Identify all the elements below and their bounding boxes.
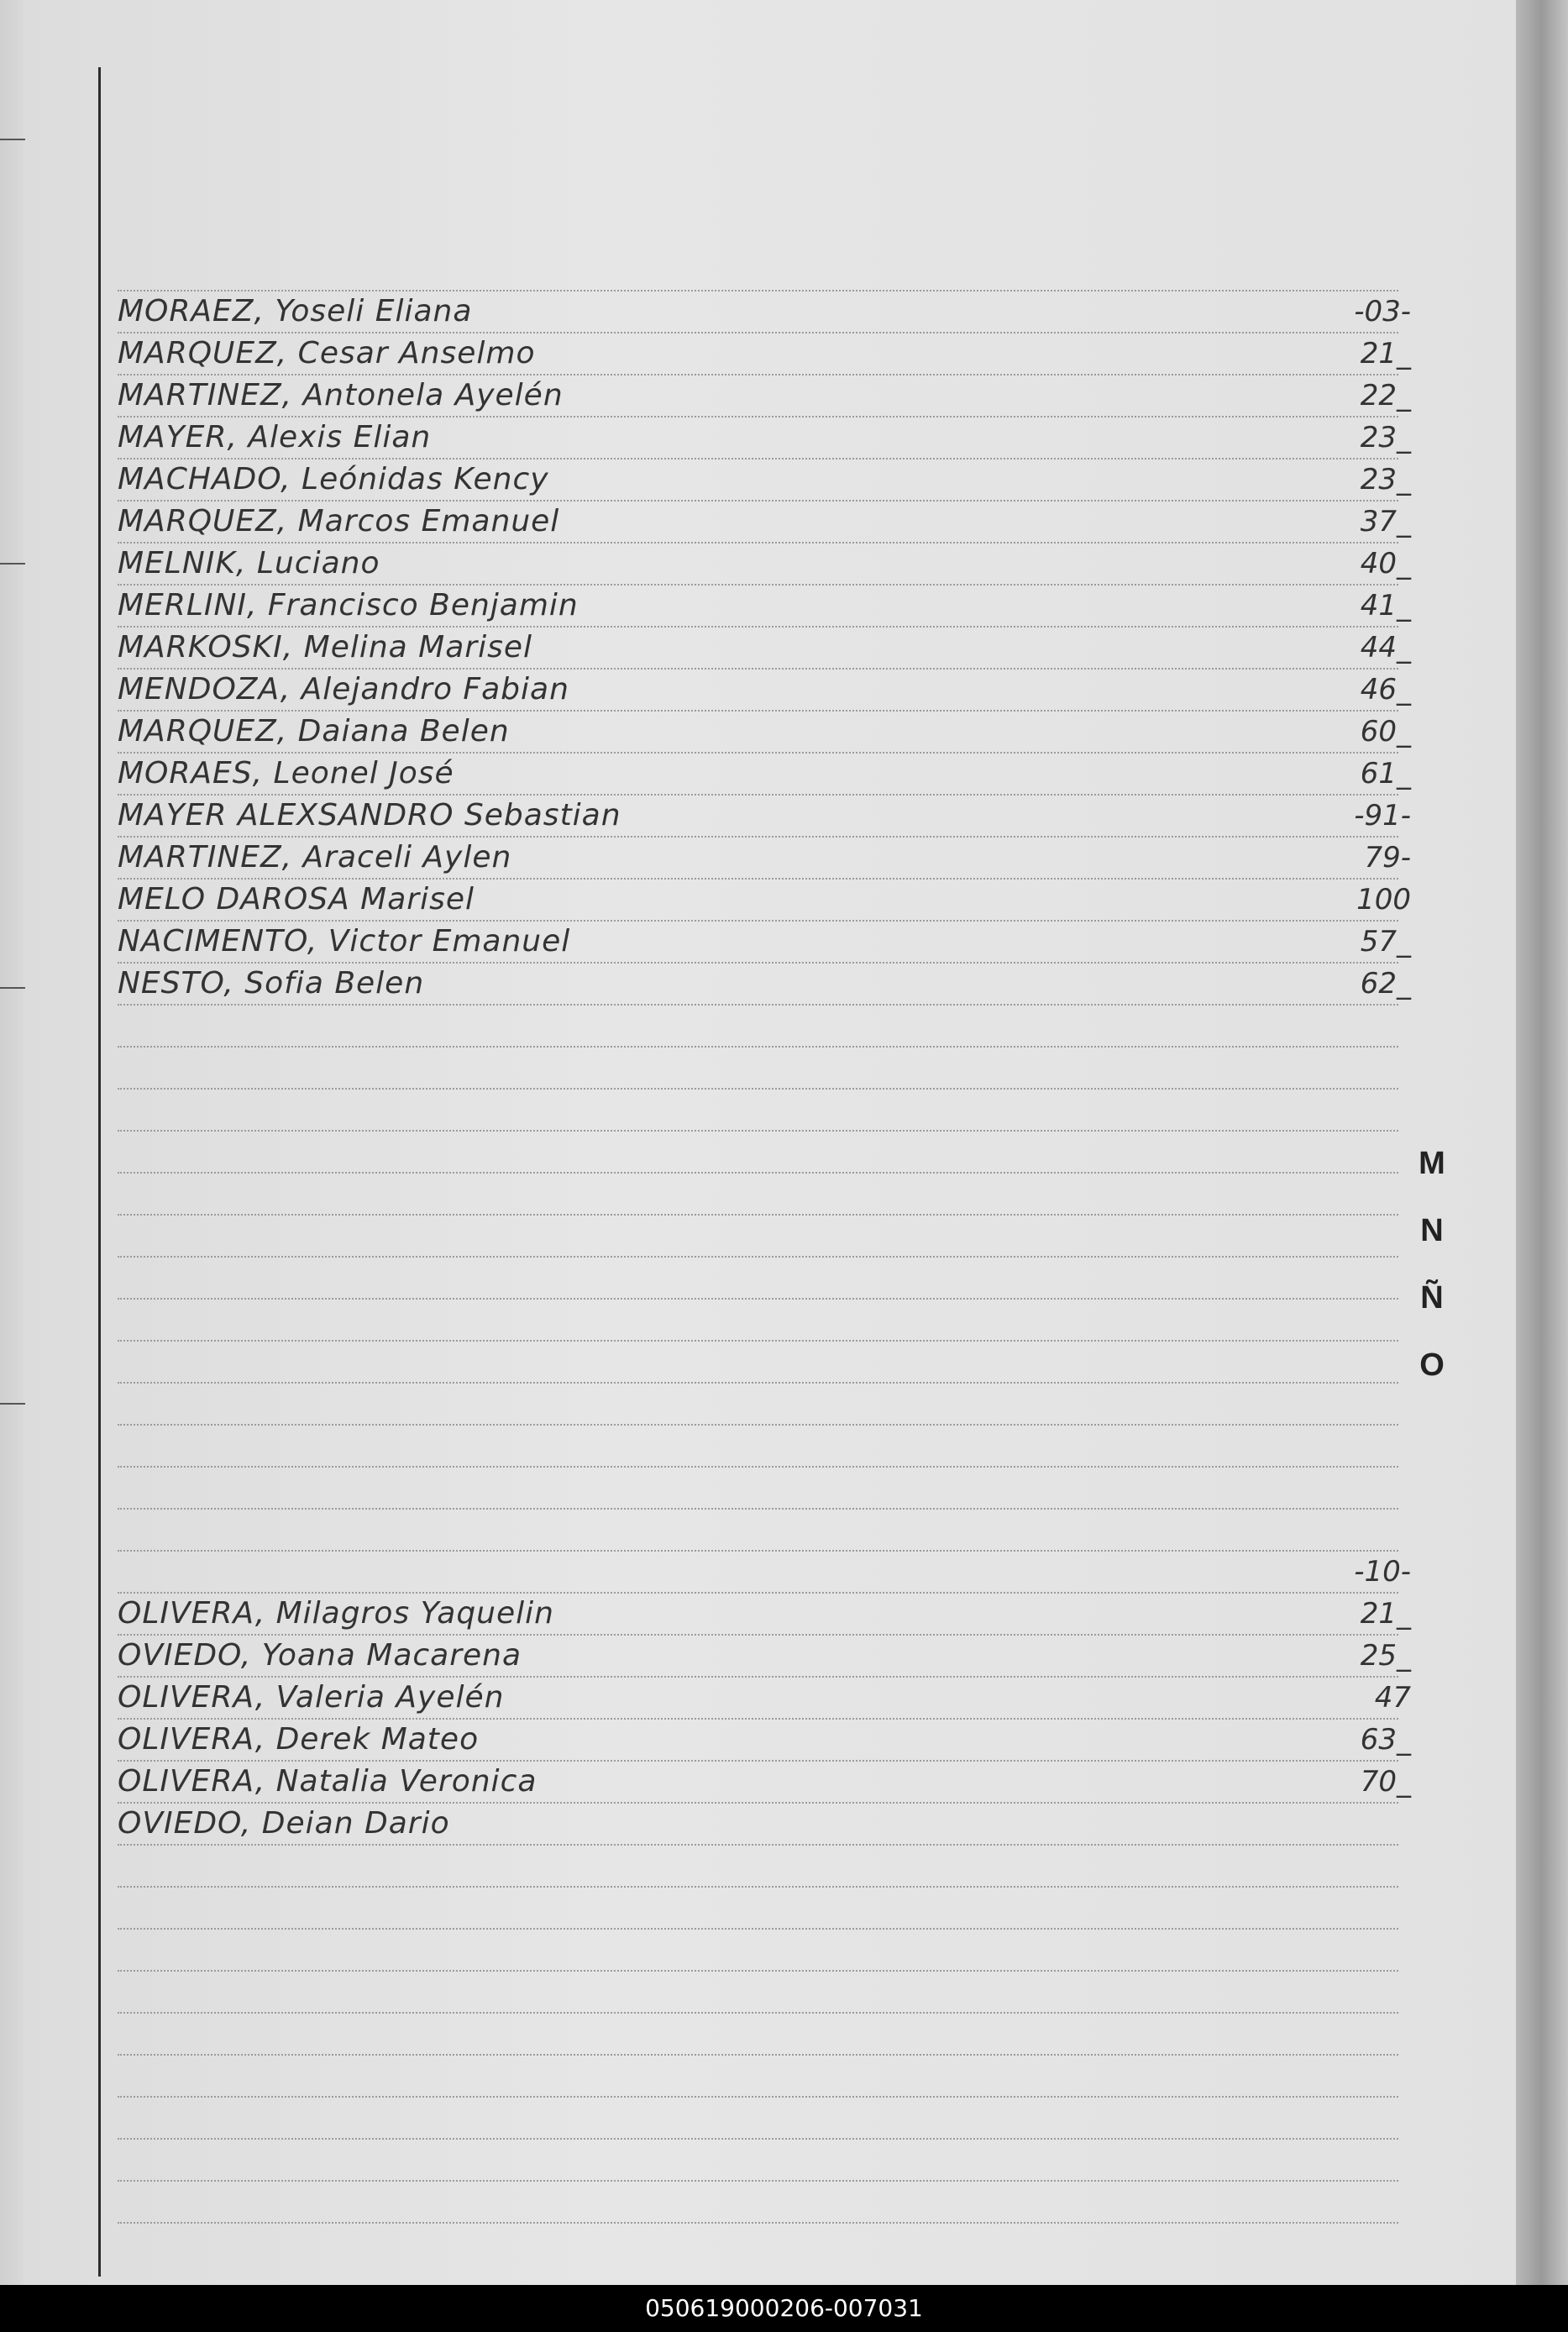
entry-number: 21_ [1360, 337, 1411, 370]
binding-tick [0, 139, 25, 140]
entry-name: OVIEDO, Yoana Macarena [118, 1638, 522, 1673]
index-letter-o: O [1419, 1347, 1445, 1383]
entry-name: MARQUEZ, Marcos Emanuel [118, 504, 560, 538]
page-edge [1516, 0, 1568, 2285]
list-item [118, 500, 1411, 542]
entry-number: 22_ [1360, 379, 1411, 412]
entry-number: 61_ [1360, 757, 1411, 790]
ruled-line [118, 1928, 1398, 1930]
entry-name: NESTO, Sofia Belen [118, 966, 425, 1001]
entry-number: 62_ [1360, 967, 1411, 1001]
ruled-line [118, 1130, 1398, 1132]
list-item [118, 416, 1411, 458]
entry-name: MARQUEZ, Cesar Anselmo [118, 336, 536, 370]
entry-name: OLIVERA, Natalia Veronica [118, 1764, 538, 1799]
ruled-line [118, 1466, 1398, 1468]
entry-name: MERLINI, Francisco Benjamin [118, 588, 579, 622]
entry-number: 70_ [1360, 1765, 1411, 1799]
entry-number: 100 [1356, 883, 1411, 917]
list-item [118, 878, 1411, 920]
entry-name: OVIEDO, Deian Dario [118, 1806, 450, 1841]
ruled-line [118, 1886, 1398, 1888]
entry-name: OLIVERA, Derek Mateo [118, 1722, 480, 1757]
entry-number: 23_ [1360, 463, 1411, 496]
ruled-line [118, 2054, 1398, 2056]
entry-name: MENDOZA, Alejandro Fabian [118, 672, 569, 706]
entry-name: MARQUEZ, Daiana Belen [118, 714, 510, 748]
entry-name: OLIVERA, Milagros Yaquelin [118, 1596, 554, 1631]
ruled-line [118, 2180, 1398, 2182]
entry-number: 79- [1364, 841, 1411, 874]
list-item [118, 710, 1411, 752]
ruled-line [118, 1844, 1398, 1846]
ruled-line [118, 1424, 1398, 1426]
entry-name: NACIMENTO, Victor Emanuel [118, 924, 571, 959]
ruled-line [118, 1256, 1398, 1258]
entry-number: -91- [1354, 799, 1411, 832]
binding-tick [0, 1403, 25, 1405]
index-letter-n: N [1420, 1213, 1444, 1248]
ruled-line [118, 1004, 1398, 1006]
list-item [118, 962, 1411, 1004]
ruled-line [118, 1508, 1398, 1510]
ruled-line [118, 2138, 1398, 2140]
list-item [118, 752, 1411, 794]
entry-name: MELNIK, Luciano [118, 546, 380, 580]
entry-name: MAYER, Alexis Elian [118, 420, 432, 454]
list-item [118, 626, 1411, 668]
entry-number: 40_ [1360, 547, 1411, 580]
entry-number: 63_ [1360, 1723, 1411, 1757]
list-item [118, 1760, 1411, 1802]
ruled-line [118, 1298, 1398, 1300]
ruled-line [118, 2096, 1398, 2098]
entry-number: 41_ [1360, 589, 1411, 622]
ruled-line [118, 1172, 1398, 1174]
list-item [118, 836, 1411, 878]
list-item [118, 458, 1411, 500]
index-letters [1411, 1130, 1453, 1399]
entry-number: 46_ [1360, 673, 1411, 706]
list-item [118, 1718, 1411, 1760]
ruled-line [118, 2012, 1398, 2014]
list-item [118, 374, 1411, 416]
entry-name: MORAEZ, Yoseli Eliana [118, 294, 473, 328]
entry-number: 57_ [1360, 925, 1411, 959]
ruled-line [118, 1214, 1398, 1216]
list-item [118, 1802, 1411, 1844]
entry-number: 44_ [1360, 631, 1411, 664]
list-item [118, 668, 1411, 710]
list-item [118, 584, 1411, 626]
binding-tick [0, 563, 25, 565]
list-item [118, 290, 1411, 332]
entry-name: MARTINEZ, Araceli Aylen [118, 840, 512, 874]
index-letter-enye: Ñ [1420, 1280, 1444, 1316]
page-binding [0, 0, 24, 2285]
entry-name: MAYER ALEXSANDRO Sebastian [118, 798, 621, 832]
entry-number: -03- [1354, 295, 1411, 328]
scan-footer-code: 050619000206-007031 [0, 2285, 1568, 2332]
ruled-line [118, 1046, 1398, 1048]
ruled-line [118, 1340, 1398, 1342]
entry-number: -10- [1354, 1555, 1411, 1589]
entry-number: 23_ [1360, 421, 1411, 454]
entry-number: 37_ [1360, 505, 1411, 538]
entry-name: MELO DAROSA Marisel [118, 882, 475, 917]
entry-number: 25_ [1360, 1639, 1411, 1673]
entry-name: MORAES, Leonel José [118, 756, 454, 790]
margin-line [98, 67, 101, 2277]
index-letter-m: M [1419, 1146, 1445, 1181]
ruled-line [118, 2222, 1398, 2224]
list-item [118, 1676, 1411, 1718]
list-item [118, 920, 1411, 962]
ruled-line [118, 1382, 1398, 1384]
entry-name: OLIVERA, Valeria Ayelén [118, 1680, 505, 1715]
list-item [118, 1550, 1411, 1592]
ruled-line [118, 1970, 1398, 1972]
entry-name: MARKOSKI, Melina Marisel [118, 630, 533, 664]
list-item [118, 542, 1411, 584]
entry-name: MACHADO, Leónidas Kency [118, 462, 549, 496]
entry-number: 47 [1374, 1681, 1411, 1715]
list-item [118, 1634, 1411, 1676]
binding-tick [0, 987, 25, 989]
list-item [118, 794, 1411, 836]
entry-name: MARTINEZ, Antonela Ayelén [118, 378, 564, 412]
list-item [118, 332, 1411, 374]
entry-number: 60_ [1360, 715, 1411, 748]
list-item [118, 1592, 1411, 1634]
ruled-line [118, 1088, 1398, 1090]
entry-number: 21_ [1360, 1597, 1411, 1631]
